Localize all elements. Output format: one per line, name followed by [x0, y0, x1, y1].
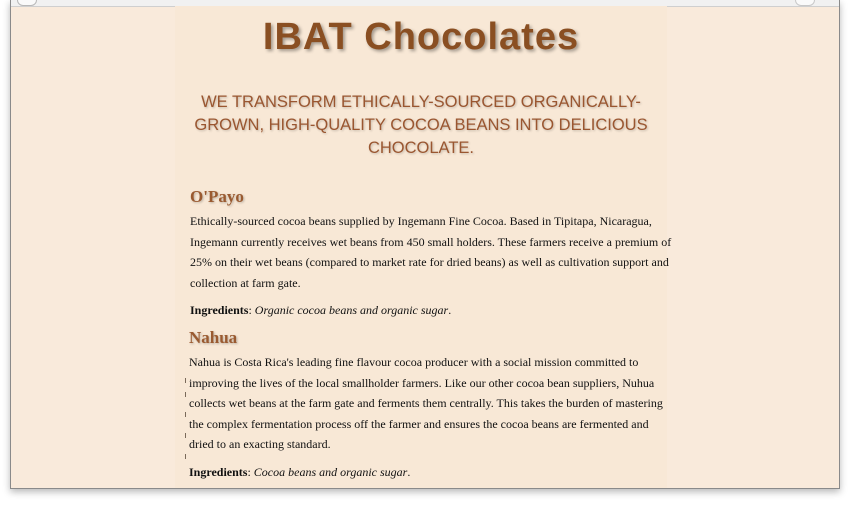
ingredients-end: .: [448, 303, 452, 317]
rendering-artifact: [185, 454, 186, 459]
tagline: WE TRANSFORM ETHICALLY-SOURCED ORGANICALLY-GROWN, HIGH-QUALITY COCOA BEANS INTO DELICIOUS CHOCOLATE.: [194, 93, 648, 157]
ingredients-value: Organic cocoa beans and organic sugar: [254, 303, 449, 317]
product-description: Nahua is Costa Rica's leading fine flavour cocoa producer with a social mission committed to improving the lives of the local smallholder farmers. Like our other cocoa bean suppliers, Nuhua collects wet beans at the farm gate and ferments them centrally. This takes the burden of mastering the complex fermentation process off the farmer and ensures the cocoa beans are fermented and dried to an exacting standard.: [189, 355, 663, 451]
ingredients-separator: :: [248, 303, 255, 317]
product-description: Ethically-sourced cocoa beans supplied by Ingemann Fine Cocoa. Based in Tipitapa, Nicaragua, Ingemann currently receives wet beans from 450 small holders. These farmers receive a premium of 25% on their wet beans (compared to market rate for dried beans) as well as cultivation support and collection at farm gate.: [190, 214, 672, 290]
rendering-artifact: [185, 378, 186, 383]
ingredients-line: [190, 302, 674, 318]
ingredients-label: Ingredients: [189, 464, 248, 479]
browser-window: [10, 0, 840, 489]
ingredients-value: Cocoa beans and organic sugar: [253, 464, 408, 479]
ingredients-end: .: [407, 464, 411, 479]
ingredients-separator: :: [247, 464, 254, 479]
site-title: IBAT Chocolates: [262, 16, 580, 58]
product-title: Nahua: [189, 328, 238, 347]
product-section: [190, 186, 674, 318]
product-title: O'Payo: [190, 187, 244, 206]
ingredients-line: [189, 464, 673, 480]
product-section: [189, 327, 673, 480]
rendering-artifact: [185, 412, 186, 417]
rendering-artifact: [185, 392, 186, 397]
content-column: [175, 6, 672, 488]
rendering-artifact: [185, 433, 186, 438]
toolbar-control-left[interactable]: [17, 0, 37, 6]
toolbar-control-right[interactable]: [795, 0, 815, 6]
ingredients-label: Ingredients: [190, 303, 249, 317]
